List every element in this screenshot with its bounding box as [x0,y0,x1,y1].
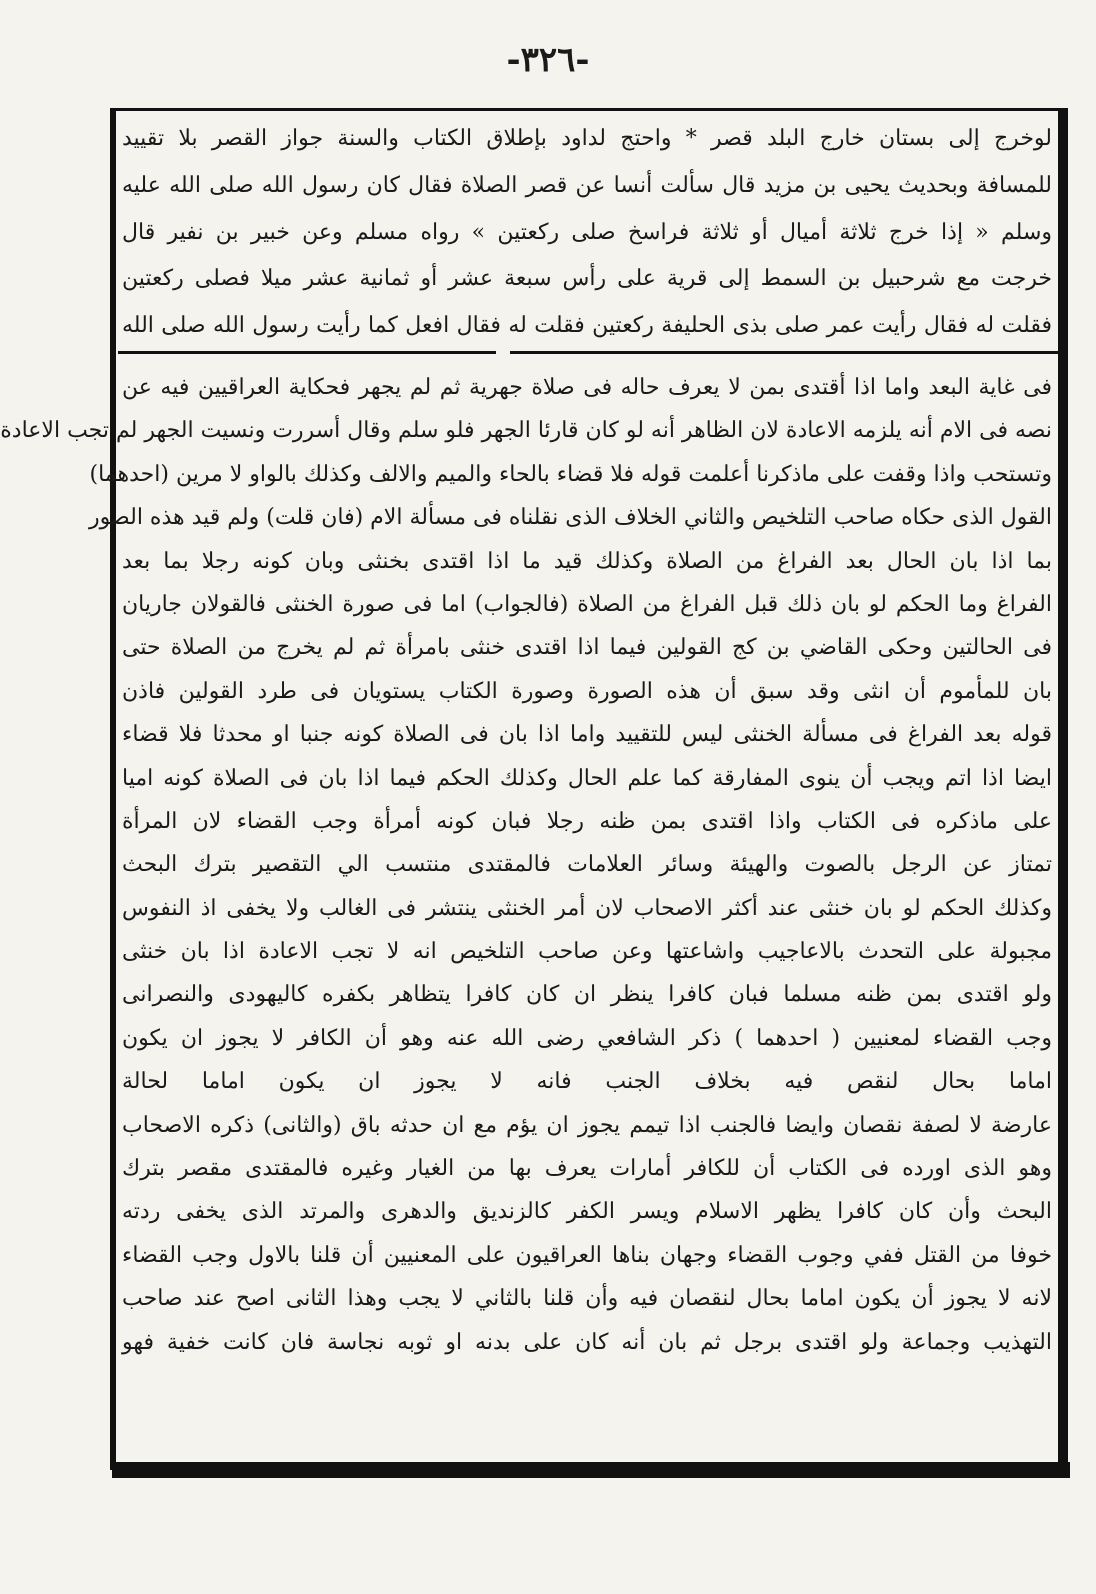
commentary-line: ايضا اذا اتم ويجب أن ينوى المفارقة كما علم الحال وكذلك الحكم فيما اذا بان فى الصلاة كونه اميا [122,765,1052,791]
commentary-line: نصه فى الام أنه يلزمه الاعادة لان الظاهر أنه لو كان قارئا الجهر فلو سلم وقال أسررت ونسيت الجهر لم تجب الاعادة [0,418,1052,444]
commentary-line: على ماذكره فى الكتاب واذا اقتدى بمن ظنه رجلا فبان كونه أمرأة وجب القضاء لان المرأة [122,808,1052,834]
section-divider-right [510,351,1058,354]
page-number: -٣٢٦- [506,40,590,80]
commentary-line: وكذلك الحكم لو بان خنثى عند أكثر الاصحاب لان أمر الخنثى ينتشر فى الغالب ولا يخفى اذ النفوس [122,895,1052,921]
commentary-line: فى الحالتين وحكى القاضي بن كج القولين فيما اذا اقتدى خنثى بامرأة ثم لم يخرج من الصلاة حتى [122,635,1052,661]
frame-left-border [110,108,116,1470]
commentary-line: لانه لا يجوز أن يكون اماما بحال لنقصان فيه وأن قلنا بالثاني لا يجب وهذا الثانى اصح عند صاحب [122,1286,1052,1312]
frame-right-border [1058,108,1068,1470]
commentary-line: فى غاية البعد واما اذا أقتدى بمن لا يعرف حاله فى صلاة جهرية ثم لم يجهر فحكاية العراقيين فيه عن [122,375,1052,400]
commentary-line: البحث وأن كان كافرا يظهر الاسلام ويسر الكفر كالزنديق والدهرى والمرتد الذى يخفى ردته [122,1199,1052,1225]
commentary-line: قوله بعد الفراغ فى مسألة الخنثى ليس للتقييد واما اذا بان فى الصلاة كونه جنبا او محدثا فلا قضاء [122,722,1052,748]
commentary-line: وتستحب واذا وقفت على ماذكرنا أعلمت قوله فلا قضاء بالحاء والميم والالف وكذلك بالواو لا مرين (احدهما) [89,461,1052,487]
commentary-line: مجبولة على التحدث بالاعاجيب واشاعتها وعن صاحب التلخيص انه لا تجب الاعادة اذا بان خنثى [122,939,1052,965]
commentary-line: الفراغ وما الحكم لو بان ذلك قبل الفراغ من الصلاة (فالجواب) اما فى صورة الخنثى فالقولان جاريان [122,591,1052,617]
commentary-line: ولو اقتدى بمن ظنه مسلما فبان كافرا ينظر ان كان كافرا يتظاهر بكفره كاليهودى والنصرانى [122,982,1052,1008]
commentary-line: عارضة لا لصفة نقصان وايضا فالجنب اذا تيمم يجوز ان يؤم مع ان حدثه باق (والثانى) ذكره الاصحاب [122,1112,1052,1138]
commentary-line: وجب القضاء لمعنيين ( احدهما ) ذكر الشافعي رضى الله عنه وهو أن الكافر لا يجوز ان يكون [122,1025,1052,1051]
section-divider-left [118,351,496,354]
main-text-block [122,116,1052,350]
commentary-line: وهو الذى اورده فى الكتاب أن للكافر أمارات يعرف بها من الغيار وغيره فالمقتدى مقصر بترك [122,1156,1053,1182]
commentary-text-block [0,366,1053,1364]
main-text-line: فقلت له فقال رأيت عمر صلى بذى الحليفة ركعتين فقلت له فقال افعل كما رأيت رسول الله صلى الله [122,313,1052,339]
frame-bottom-border [112,1462,1070,1478]
commentary-line: تمتاز عن الرجل بالصوت والهيئة وسائر العلامات فالمقتدى منتسب الي التقصير بترك البحث [122,852,1052,878]
main-text-line: خرجت مع شرحبيل بن السمط إلى قرية على رأس سبعة عشر أو ثمانية عشر ميلا فصلى ركعتين [122,266,1052,292]
commentary-line: اماما بحال لنقص فيه بخلاف الجنب فانه لا يجوز ان يكون اماما لحالة [122,1069,1052,1095]
commentary-line: بما اذا بان الحال بعد الفراغ من الصلاة وكذلك قيد ما اذا اقتدى بخنثى وبان كونه رجلا بما بعد [122,548,1052,574]
commentary-line: خوفا من القتل ففي وجوب القضاء وجهان بناها العراقيون على المعنيين أن قلنا بالاول وجب القضاء [122,1242,1052,1268]
main-text-line: وسلم « إذا خرج ثلاثة أميال أو ثلاثة فراسخ صلى ركعتين » رواه مسلم وعن خبير بن نفير قال [122,219,1052,245]
main-text-line: لوخرج إلى بستان خارج البلد قصر * واحتج لداود بإطلاق الكتاب والسنة جواز القصر بلا تقييد [122,126,1052,151]
commentary-line: القول الذى حكاه صاحب التلخيص والثاني الخلاف الذى نقلناه فى مسألة الام (فان قلت) ولم قيد هذه الصور [89,505,1052,531]
commentary-line: التهذيب وجماعة ولو اقتدى برجل ثم بان أنه كان على بدنه او ثوبه نجاسة فان كانت خفية فهو [122,1329,1052,1355]
commentary-line: بان للمأموم أن انثى وقد سبق أن هذه الصورة وصورة الكتاب يستويان فى طرد القولين فاذن [122,678,1052,704]
main-text-line: للمسافة وبحديث يحيى بن مزيد قال سألت أنسا عن قصر الصلاة فقال كان رسول الله صلى الله عليه [122,172,1052,198]
